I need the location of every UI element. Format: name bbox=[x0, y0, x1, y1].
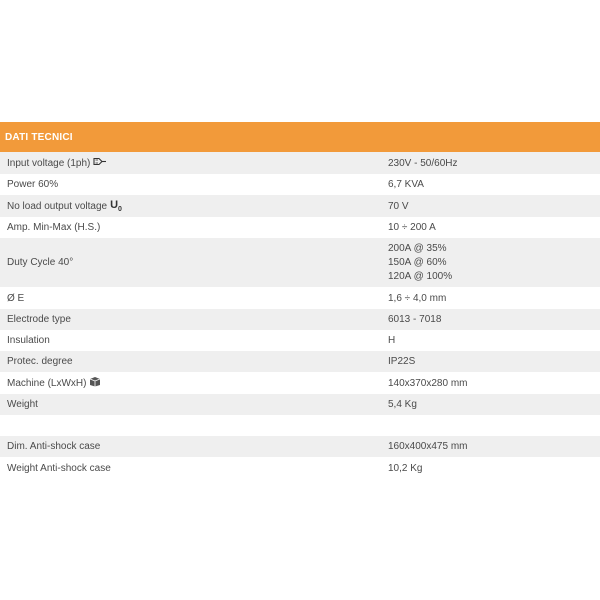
row-label: Electrode type bbox=[7, 314, 71, 325]
duty-cycle-line: 120A @ 100% bbox=[388, 270, 453, 282]
row-value-multi bbox=[388, 242, 600, 284]
row-label: Ø E bbox=[7, 292, 25, 304]
row-value: 10,2 Kg bbox=[388, 462, 423, 474]
table-row bbox=[0, 436, 600, 457]
table-row-empty bbox=[0, 415, 600, 436]
table-row bbox=[0, 394, 600, 415]
row-label: Protec. degree bbox=[7, 356, 73, 367]
row-label: Power 60% bbox=[7, 179, 59, 190]
u0-symbol-icon: $U_0$ bbox=[110, 198, 122, 214]
table-title: DATI TECNICI bbox=[5, 131, 73, 143]
row-value: IP22S bbox=[388, 356, 416, 367]
row-label: Duty Cycle 40° bbox=[7, 257, 74, 268]
row-label: Insulation bbox=[7, 335, 50, 346]
row-label: Dim. Anti-shock case bbox=[7, 441, 101, 452]
duty-cycle-line: 200A @ 35% bbox=[388, 242, 447, 254]
table-row bbox=[0, 457, 600, 479]
row-value: 160x400x475 mm bbox=[388, 441, 468, 452]
row-value: 230V - 50/60Hz bbox=[388, 157, 458, 169]
box-dimensions-icon bbox=[89, 376, 101, 390]
row-value: 10 ÷ 200 A bbox=[388, 222, 436, 233]
row-value: 140x370x280 mm bbox=[388, 377, 468, 389]
row-value: 6,7 KVA bbox=[388, 179, 424, 190]
row-value: 1,6 ÷ 4,0 mm bbox=[388, 292, 447, 304]
table-row bbox=[0, 372, 600, 394]
row-label: Weight Anti-shock case bbox=[7, 462, 111, 474]
table-row bbox=[0, 195, 600, 217]
row-label: Machine (LxWxH) bbox=[7, 377, 87, 389]
table-row bbox=[0, 351, 600, 372]
row-label: Input voltage (1ph) bbox=[7, 157, 91, 169]
table-row bbox=[0, 330, 600, 351]
row-value: 70 V bbox=[388, 200, 409, 212]
plug-icon bbox=[93, 157, 107, 169]
row-value: 5,4 Kg bbox=[388, 399, 417, 410]
tech-specs-table bbox=[0, 122, 600, 479]
row-value: 6013 - 7018 bbox=[388, 314, 442, 325]
table-row bbox=[0, 238, 600, 287]
row-label: Weight bbox=[7, 399, 38, 410]
row-label: No load output voltage bbox=[7, 200, 108, 212]
row-label: Amp. Min-Max (H.S.) bbox=[7, 222, 101, 233]
table-header bbox=[0, 122, 600, 152]
table-row bbox=[0, 174, 600, 195]
table-row bbox=[0, 217, 600, 238]
table-row bbox=[0, 287, 600, 309]
duty-cycle-line: 150A @ 60% bbox=[388, 256, 447, 268]
row-value: H bbox=[388, 335, 396, 346]
table-row bbox=[0, 309, 600, 330]
table-row bbox=[0, 152, 600, 174]
